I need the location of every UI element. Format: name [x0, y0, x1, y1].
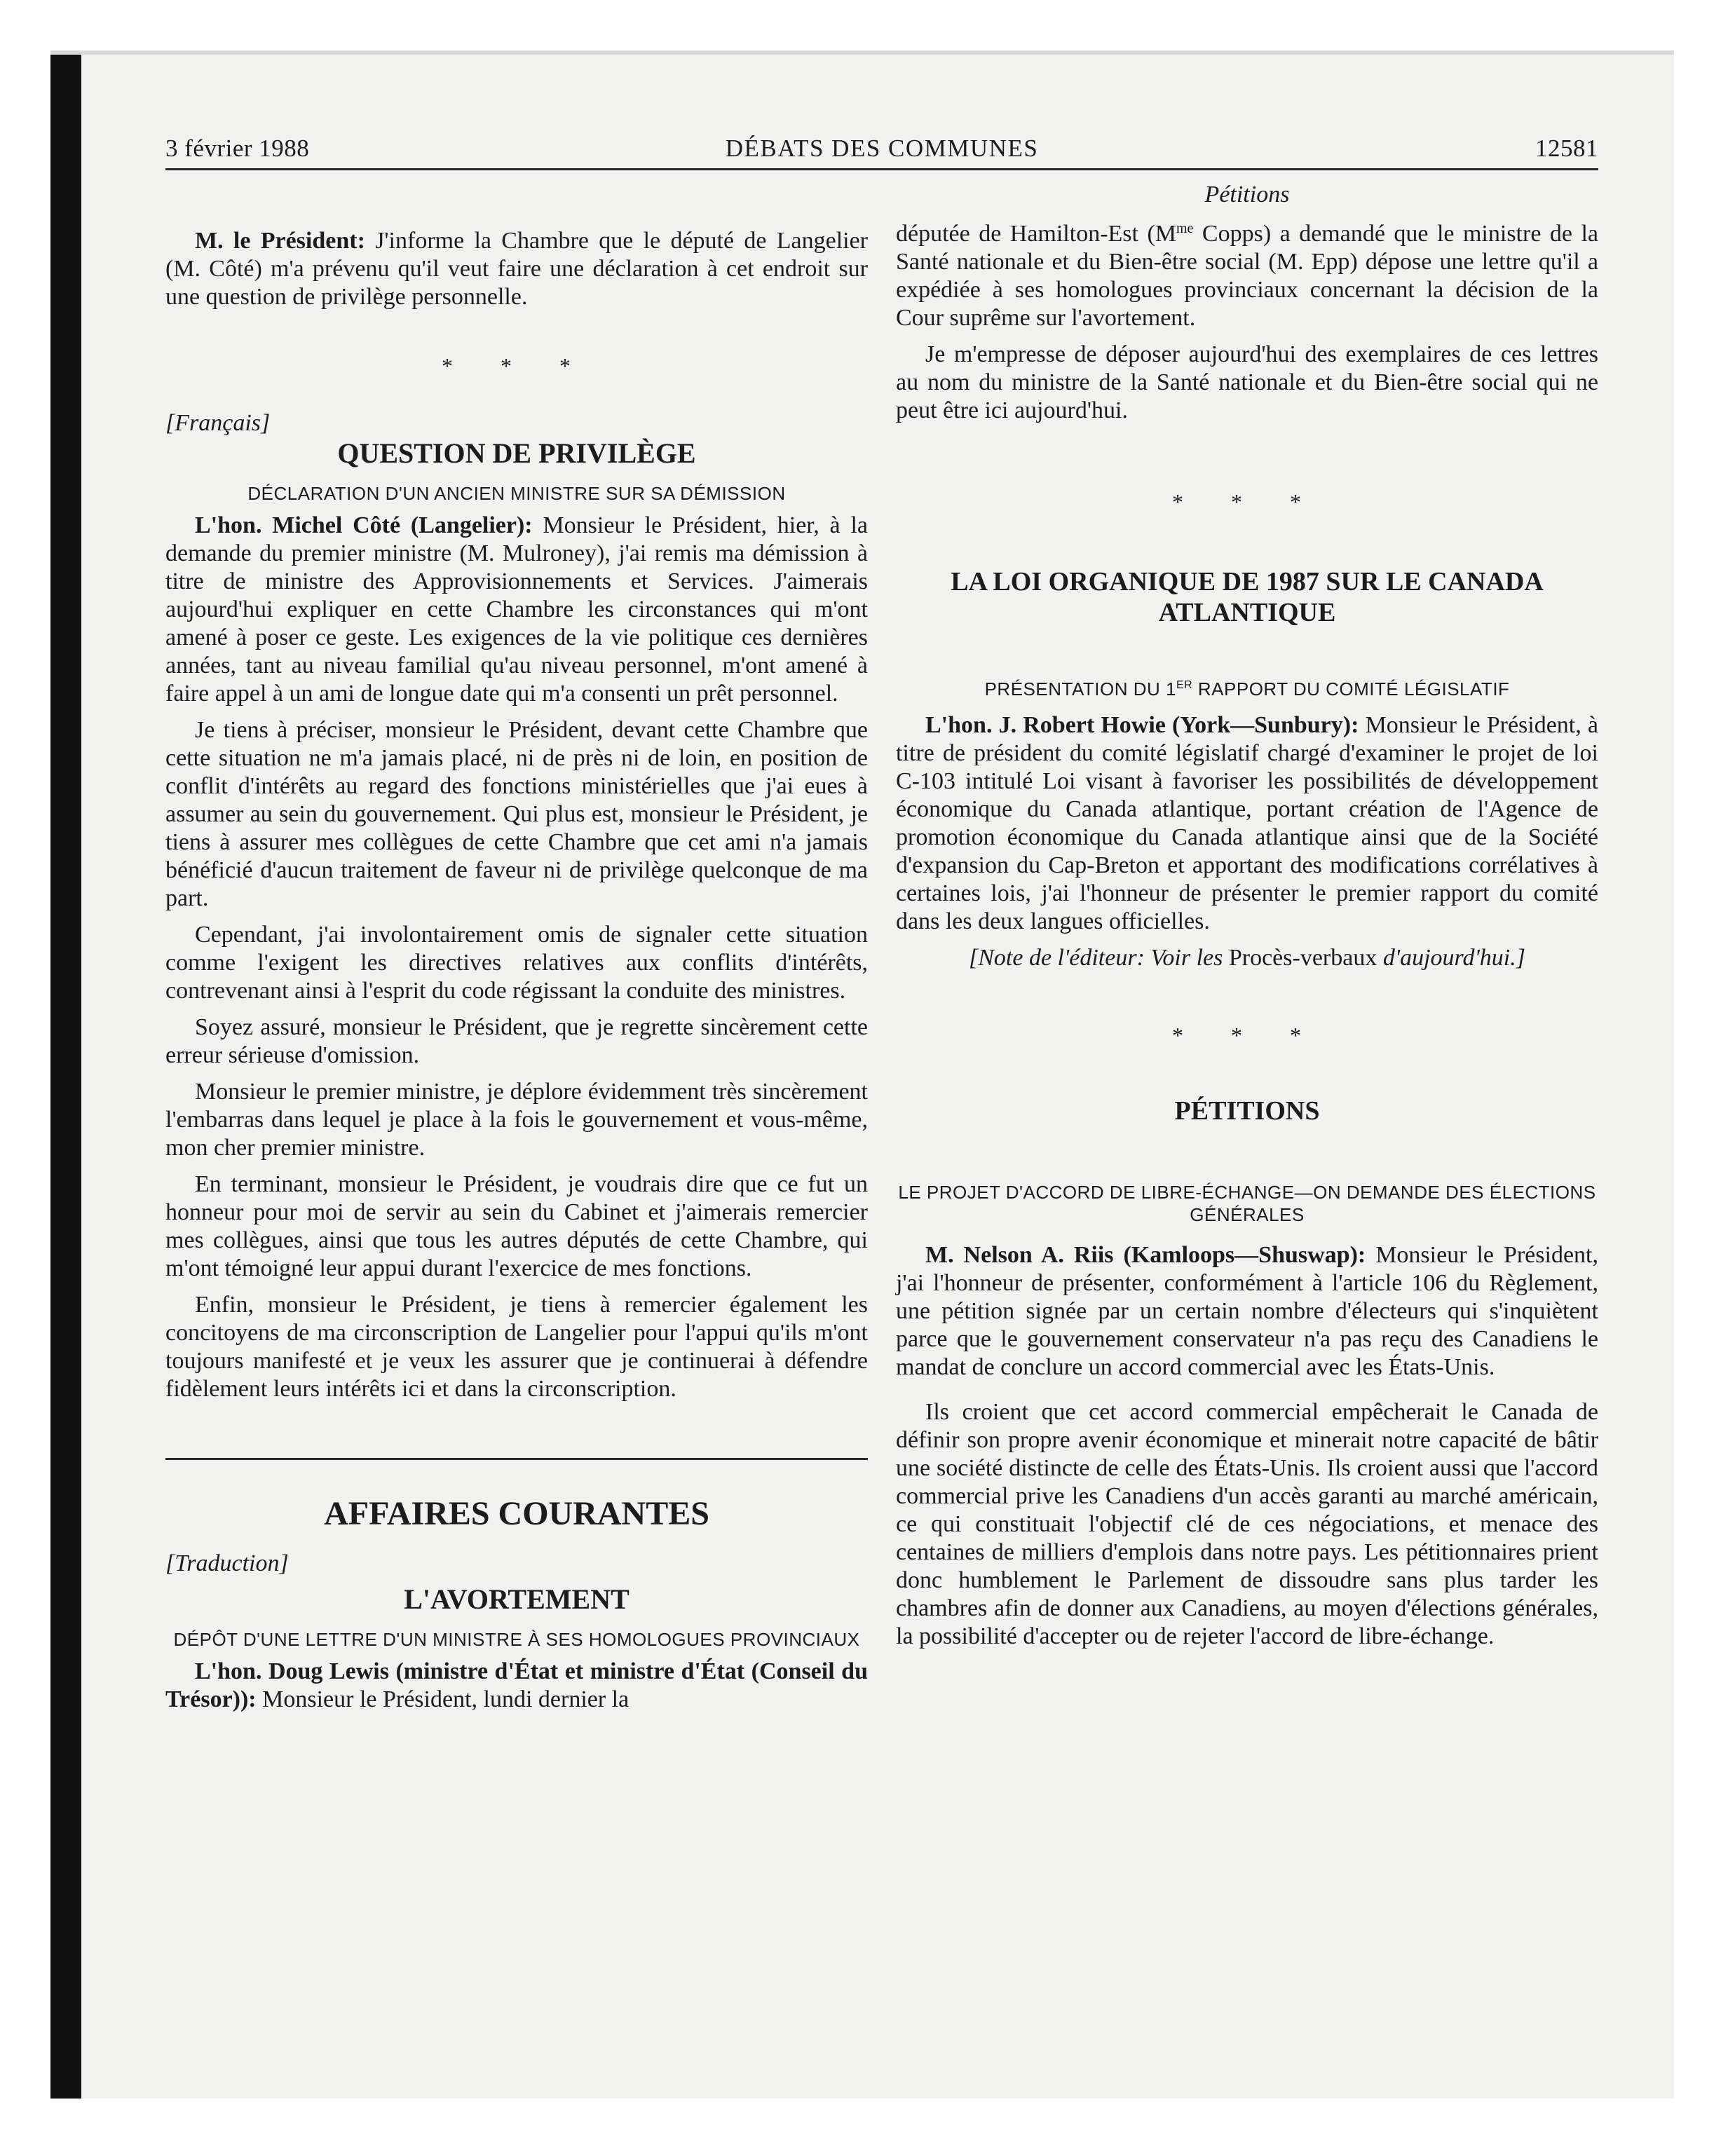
text-run: [Note de l'éditeur: Voir les: [969, 945, 1229, 971]
major-heading: AFFAIRES COURANTES: [324, 1495, 709, 1532]
speech-text: J'informe la Chambre que le député de Langelier (M. Côté) m'a prévenu qu'il veut faire une déclaration à cet endroit sur une question de privilège personnelle.: [165, 228, 868, 310]
paragraph: Soyez assuré, monsieur le Président, que je regrette sincèrement cette erreur sérieuse d'omission.: [165, 1014, 868, 1068]
paragraph: Cependant, j'ai involontairement omis de signaler cette situation comme l'exigent les directives relatives aux conflits d'intérêts, contrevenant ainsi à l'esprit du code régissant la conduite des ministres.: [165, 922, 868, 1004]
section-heading: LA LOI ORGANIQUE DE 1987 SUR LE CANADA ATLANTIQUE: [951, 567, 1544, 627]
paragraph: Je m'empresse de déposer aujourd'hui des exemplaires de ces lettres au nom du ministre de la Santé nationale et du Bien-être social qui ne peut être ici aujourd'hui.: [896, 341, 1598, 423]
text-run: Copps) a demandé que le ministre de la Santé nationale et du Bien-être social (M. Epp) dépose une lettre qu'il a expédiée à ses homologues provinciaux concernant la décision de la Cour suprême sur l'avortement.: [896, 221, 1598, 331]
language-tag: [Français]: [165, 410, 271, 436]
speaker-name: L'hon. J. Robert Howie (York—Sunbury):: [925, 712, 1359, 738]
right-column: [896, 182, 1598, 1659]
section-subheading: LE PROJET D'ACCORD DE LIBRE-ÉCHANGE—ON DEMANDE DES ÉLECTIONS GÉNÉRALES: [898, 1182, 1596, 1225]
section-separator: * * *: [1172, 489, 1322, 514]
translation-tag: [Traduction]: [165, 1550, 289, 1576]
speaker-name: L'hon. Michel Côté (Langelier):: [195, 512, 533, 538]
superscript: me: [1176, 221, 1194, 236]
speech-text: Monsieur le Président, j'ai l'honneur de présenter, conformément à l'article 106 du Règlement, une pétition signée par un certain nombre d'électeurs qui s'inquiètent parce que le gouvernement conservateur n'a pas reçu des Canadiens le mandat de conclure un accord commercial avec les États-Unis.: [896, 1242, 1598, 1380]
superscript: ER: [1176, 679, 1193, 691]
paragraph: Ils croient que cet accord commercial empêcherait le Canada de définir son propre avenir économique et minerait notre capacité de bâtir une société distincte de celle des États-Unis. Ils croient aussi que l'accord commercial prive les Canadiens d'un accès garanti au marché américain, ce qui constituait l'objectif clé de ces négociations, et menace des centaines de milliers d'emplois dans notre pays. Les pétitionnaires prient donc humblement le Parlement de dissoudre sans plus tarder les chambres afin de donner aux Canadiens, au moyen d'élections générales, la possibilité d'accepter ou de rejeter l'accord de libre-échange.: [896, 1399, 1598, 1649]
scan-border: [50, 50, 81, 2099]
paragraph: En terminant, monsieur le Président, je voudrais dire que ce fut un honneur pour moi de servir au sein du Cabinet et j'aimerais remercier mes collègues, ainsi que tous les autres députés de cette Chambre, qui m'ont témoigné leur appui durant l'exercice de mes fonctions.: [165, 1171, 868, 1281]
paragraph: Enfin, monsieur le Président, je tiens à remercier également les concitoyens de ma circonscription de Langelier pour l'appui qu'ils m'ont toujours manifesté et je veux les assurer que je continuerai à défendre fidèlement leurs intérêts ici et dans la circonscription.: [165, 1292, 868, 1402]
speech-president: [165, 227, 868, 311]
paragraph: Je tiens à préciser, monsieur le Président, devant cette Chambre que cette situation ne m'a jamais placé, ni de près ni de loin, en position de conflit d'intérêts au regard des fonctions ministérielles que j'ai eues à assumer au sein du gouvernement. Qui plus est, monsieur le Président, je tiens à assurer mes collègues de cette Chambre que cet ami n'a jamais bénéficié d'aucun traitement de faveur ni de privilège quelconque de ma part.: [165, 717, 868, 911]
speech-text: Monsieur le Président, hier, à la demande du premier ministre (M. Mulroney), j'ai remis ma démission à titre de ministre des Approvisionnements et Services. J'aimerais aujourd'hui expliquer en cette Chambre les circonstances qui m'ont amené à poser ce geste. Les exigences de la vie politique ces dernières années, tant au niveau familial qu'au niveau personnel, m'ont amené à faire appel à un ami de longue date qui m'a consenti un prêt personnel.: [165, 512, 868, 707]
text-run: RAPPORT DU COMITÉ LÉGISLATIF: [1192, 678, 1510, 700]
speech-riis: [896, 1241, 1598, 1381]
speech-howie: [896, 711, 1598, 936]
section-subheading: DÉCLARATION D'UN ANCIEN MINISTRE SUR SA DÉMISSION: [247, 483, 786, 504]
topic-heading: L'AVORTEMENT: [404, 1583, 630, 1615]
text-run: Procès-verbaux: [1228, 945, 1377, 971]
speaker-name: M. Nelson A. Riis (Kamloops—Shuswap):: [925, 1242, 1366, 1268]
editor-note: [896, 944, 1598, 972]
speech-cote: [165, 512, 868, 708]
text-run: d'aujourd'hui.]: [1377, 945, 1525, 971]
header-title: DÉBATS DES COMMUNES: [725, 135, 1039, 162]
speech-text: Monsieur le Président, lundi dernier la: [256, 1686, 630, 1712]
speech-text: Monsieur le Président, à titre de président du comité législatif chargé d'examiner le projet de loi C-103 intitulé Loi visant à favoriser les possibilités de développement économique du Canada atlantique, portant création de l'Agence de promotion économique du Canada atlantique ainsi que de la Société d'expansion du Cap-Breton et apportant des modifications corrélatives à certaines lois, j'ai l'honneur de présenter le premier rapport du comité dans les deux langues officielles.: [896, 712, 1598, 934]
header-date: 3 février 1988: [165, 135, 310, 162]
section-separator: * * *: [442, 353, 592, 378]
text-run: députée de Hamilton-Est (M: [896, 221, 1176, 247]
section-separator: * * *: [1172, 1023, 1322, 1048]
speaker-name: M. le Président:: [195, 228, 365, 254]
page-header: [165, 132, 1598, 170]
page-number: 12581: [1535, 135, 1598, 162]
topic-subheading: DÉPÔT D'UNE LETTRE D'UN MINISTRE À SES HOMOLOGUES PROVINCIAUX: [173, 1629, 860, 1650]
section-rule: [165, 1458, 868, 1460]
paragraph-continued: [896, 214, 1598, 332]
speaker-name: L'hon. Doug Lewis (ministre d'État et ministre d'État (Conseil du Trésor)):: [165, 1658, 868, 1712]
paragraph: Monsieur le premier ministre, je déplore évidemment très sincèrement l'embarras dans lequel je place à la fois le gouvernement et vous-même, mon cher premier ministre.: [165, 1079, 868, 1161]
left-column: [165, 185, 868, 1722]
running-head: Pétitions: [1204, 182, 1290, 207]
section-subheading: [896, 674, 1598, 700]
text-run: PRÉSENTATION DU 1: [984, 678, 1176, 700]
speech-lewis: [165, 1658, 868, 1714]
section-heading: PÉTITIONS: [1174, 1096, 1320, 1126]
section-heading: QUESTION DE PRIVILÈGE: [337, 437, 696, 469]
